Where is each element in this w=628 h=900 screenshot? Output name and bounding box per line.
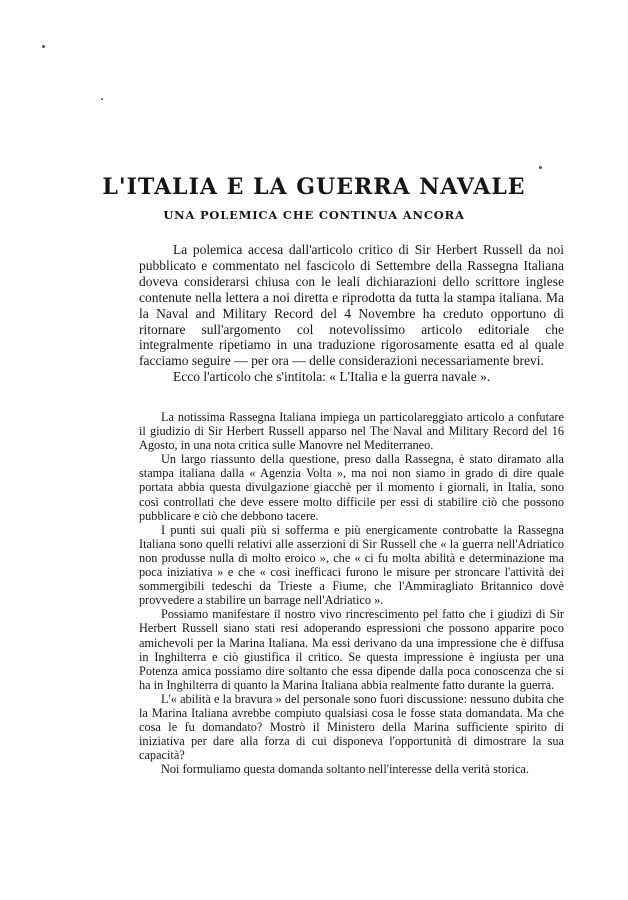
quote-paragraph: Un largo riassunto della questione, preso dalla Rassegna, è stato diramato alla stampa italiana dalla « Agenzia Volta », ma noi non siamo in grado di dire quale portata abbia questa divulgazione giacchè per il momento i giornali, in Italia, sono così controllati che deve essere molto difficile per essi di stabilire ciò che possono pubblicare e ciò che debbono tacere. [139,452,564,523]
scan-speck [42,45,45,48]
intro-paragraph: La polemica accesa dall'articolo critico di Sir Herbert Russell da noi pubblicato e commentato nel fascicolo di Settembre della Rassegna Italiana doveva considerarsi chiusa con le leali dichiarazioni dello scrittore inglese contenute nella lettera a noi diretta e riprodotta da tutta la stampa italiana. Ma la Naval and Military Record del 4 Novembre ha creduto opportuno di ritornare sull'argomento col notevolissimo articolo editoriale che integralmente ripetiamo in una traduzione rigorosamente esatta ed al quale facciamo seguire — per ora — delle considerazioni necessariamente brevi. [139,242,564,369]
quote-paragraph: Noi formuliamo questa domanda soltanto nell'interesse della verità storica. [161,762,529,777]
quote-paragraph: L'« abilità e la bravura » del personale sono fuori discussione: nessuno dubita che la Marina Italiana avrebbe compiuto qualsiasi cosa le fosse stata domandata. Ma che cosa le fu domandato? Mostrò il Ministero della Marina sufficiente spirito di iniziativa per dare alla forza di cui disponeva l'opportunità di dimostrare la sua capacità? [139,691,564,763]
scan-speck [539,166,542,169]
quote-paragraph: La notissima Rassegna Italiana impiega un particolareggiato articolo a confutare il giudizio di Sir Herbert Russell apparso nel The Naval and Military Record del 16 Agosto, in una nota critica sulle Manovre nel Mediterraneo. [139,410,564,453]
intro-section [139,242,564,385]
article-title: L'ITALIA E LA GUERRA NAVALE [102,174,526,200]
quote-paragraph: Possiamo manifestare il nostro vivo rincrescimento pel fatto che i giudizi di Sir Herbert Russell siano stati resi adoperando espressioni che possono apparire poco amichevoli per la Marina Italiana. Ma essi derivano da una impressione che è diffusa in Inghilterra e ciò giustifica il critico. Se questa impressione è ingiusta per una Potenza amica possiamo dire soltanto che essa dipende dalla poca conoscenza che si ha in Inghilterra di quanto la Marina Italiana abbia realmente fatto durante la guerra. [139,607,564,692]
quote-paragraph: I punti sui quali più si sofferma e più energicamente controbatte la Rassegna Italiana sono quelli relativi alle asserzioni di Sir Russell che « la guerra nell'Adriatico non produsse nulla di molto eroico », che « ci fu molta abilità e determinazione ma poca iniziativa » e che « così inefficaci furono le misure per stroncare l'attività dei sommergibili tedeschi da Trieste a Fiume, che l'Ammiragliato Britannico dovè provvedere a stabilire un barrage nell'Adriatico ». [139,522,564,608]
intro-paragraph: Ecco l'articolo che s'intitola: « L'Italia e la guerra navale ». [173,369,491,385]
scan-speck [101,98,103,100]
quoted-article [139,410,564,776]
article-subtitle: UNA POLEMICA CHE CONTINUA ANCORA [163,208,465,222]
